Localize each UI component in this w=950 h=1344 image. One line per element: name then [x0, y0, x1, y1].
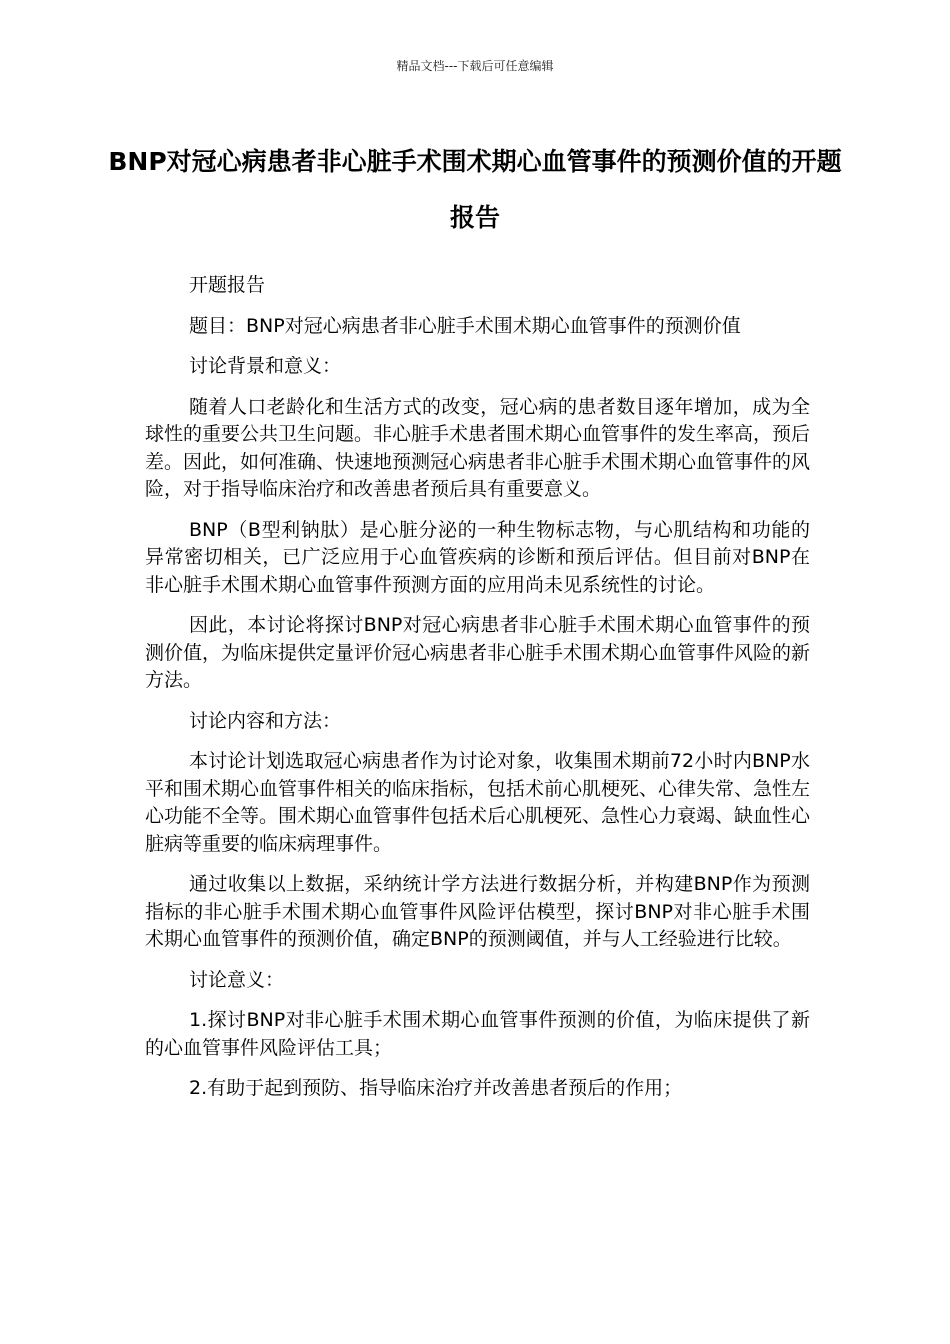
- paragraph-background-1: 随着人口老龄化和生活方式的改变，冠心病的患者数目逐年增加，成为全球性的重要公共卫生问题。非心脏手术患者围术期心血管事件的发生率高，预后差。因此，如何准确、快速地预测冠心病患者非心脏手术围术期心血管事件的风险，对于指导临床治疗和改善患者预后具有重要意义。: [145, 395, 811, 500]
- page-header: 精品文档---下载后可任意编辑: [396, 59, 554, 73]
- paragraph-methods-2: 通过收集以上数据，采纳统计学方法进行数据分析，并构建BNP作为预测指标的非心脏手术围术期心血管事件风险评估模型，探讨BNP对非心脏手术围术期心血管事件的预测价值，确定BNP的预测阈值，并与人工经验进行比较。: [145, 873, 810, 950]
- section-heading-significance: 讨论意义：: [189, 968, 285, 991]
- document-title: BNP对冠心病患者非心脏手术围术期心血管事件的预测价值的开题报告: [108, 147, 842, 232]
- paragraph-significance-2: 2.有助于起到预防、指导临床治疗并改善患者预后的作用；: [189, 1077, 683, 1099]
- paragraph-methods-1: 本讨论计划选取冠心病患者作为讨论对象，收集围术期前72小时内BNP水平和围术期心血管事件相关的临床指标，包括术前心肌梗死、心律失常、急性左心功能不全等。围术期心血管事件包括术后心肌梗死、急性心力衰竭、缺血性心脏病等重要的临床病理事件。: [145, 750, 811, 855]
- document-body: [145, 272, 810, 1116]
- paragraph-significance-1: 1.探讨BNP对非心脏手术围术期心血管事件预测的价值，为临床提供了新的心血管事件风险评估工具；: [145, 1009, 810, 1059]
- paragraph-topic: 题目：BNP对冠心病患者非心脏手术围术期心血管事件的预测价值: [189, 314, 741, 337]
- section-heading-background: 讨论背景和意义：: [189, 355, 342, 377]
- section-heading-methods: 讨论内容和方法：: [189, 709, 342, 732]
- paragraph-background-3: 因此，本讨论将探讨BNP对冠心病患者非心脏手术围术期心血管事件的预测价值，为临床提供定量评价冠心病患者非心脏手术围术期心血管事件风险的新方法。: [145, 614, 811, 691]
- paragraph-background-2: BNP（B型利钠肽）是心脏分泌的一种生物标志物，与心肌结构和功能的异常密切相关，已广泛应用于心血管疾病的诊断和预后评估。但目前对BNP在非心脏手术围术期心血管事件预测方面的应用尚未见系统性的讨论。: [145, 518, 810, 596]
- paragraph-report-label: 开题报告: [189, 274, 266, 296]
